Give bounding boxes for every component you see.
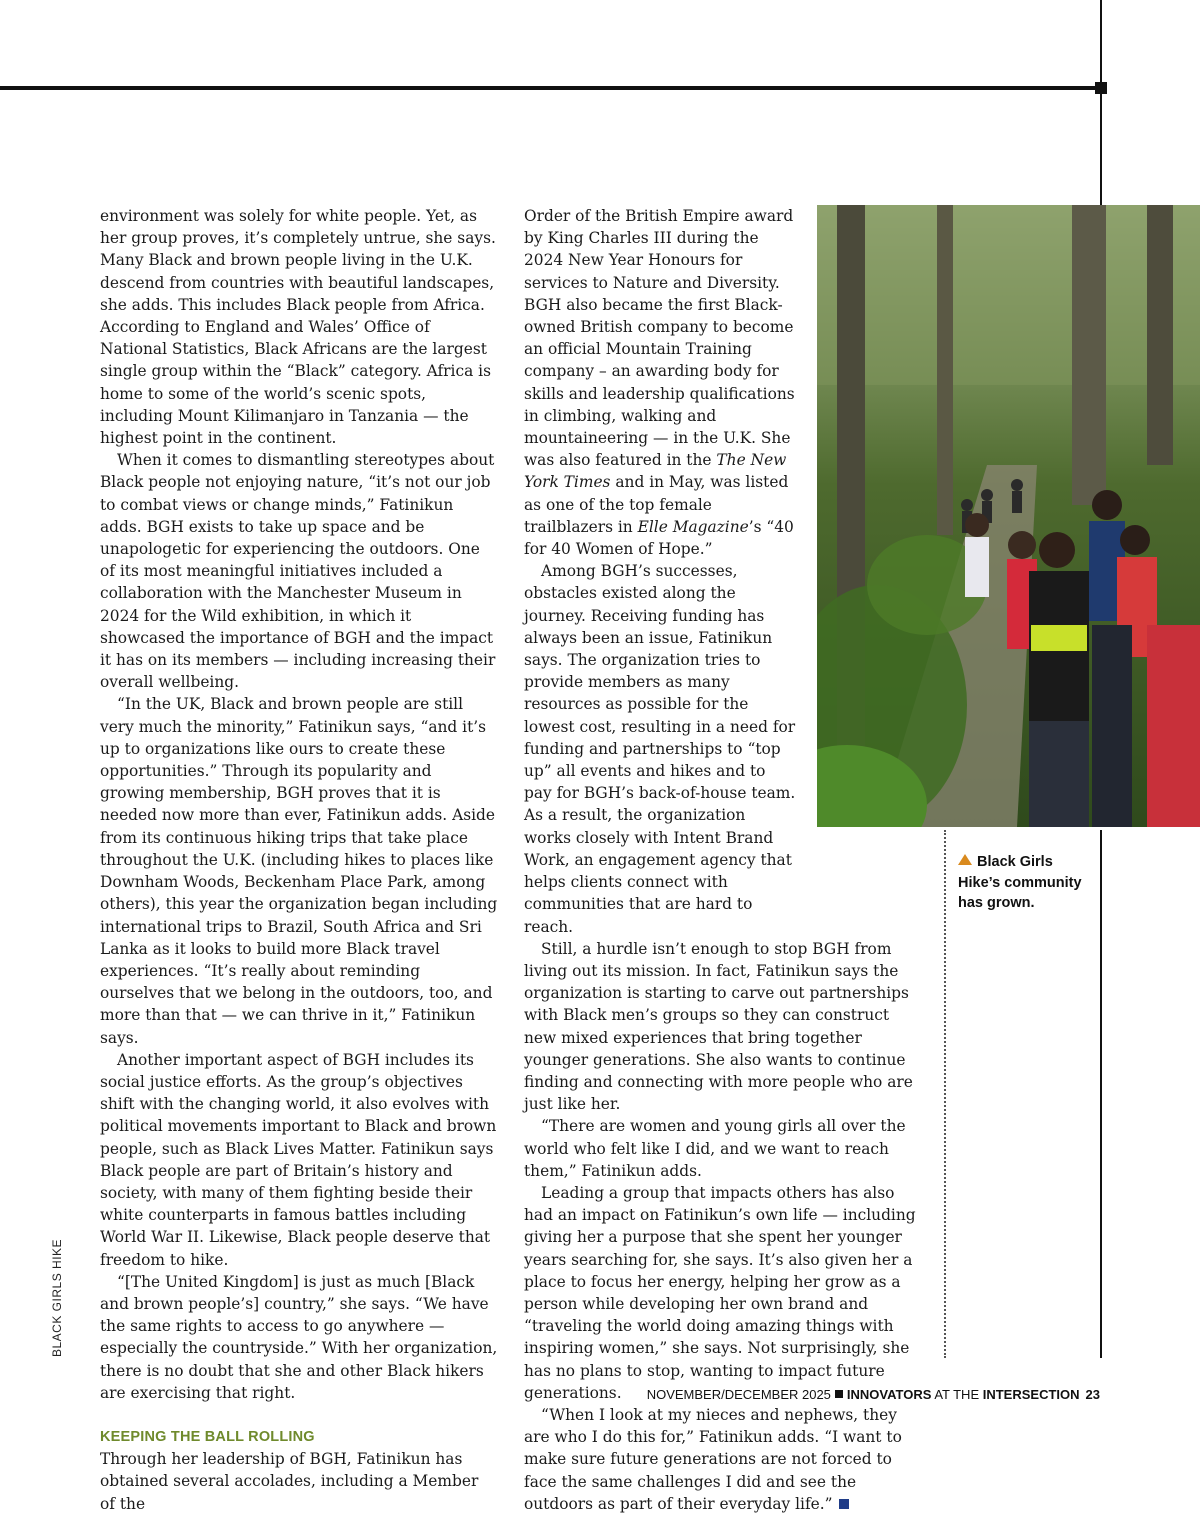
page-footer: [647, 1387, 1100, 1402]
publication-name-part: AT THE: [931, 1387, 983, 1402]
top-rule: [0, 86, 1100, 90]
section-side-label: BLACK GIRLS HIKE: [50, 1238, 64, 1357]
article-column-1: [100, 205, 498, 1515]
page-number: 23: [1085, 1387, 1100, 1402]
text-run: “When I look at my nieces and nephews, they are who I do this for,” Fatinikun adds. “I want to make sure future generations are not forced to face the same challenges I did and see the outdoors as part of their everyday life.”: [524, 1405, 902, 1513]
footer-separator-icon: [835, 1390, 843, 1398]
text-run: ’s “40 for 40 Women of Hope.”: [524, 517, 794, 559]
photo-caption: [958, 852, 1093, 914]
paragraph: Among BGH’s successes, obstacles existed along the journey. Receiving funding has always been an issue, Fatinikun says. The organization tries to provide members as many resources as possible for the lowest cost, resulting in a need for funding and partnerships to “top up” all events and hikes and to pay for BGH’s back-of-house team. As a result, the organization works closely with Intent Brand Work, an engagement agency that helps clients connect with communities that are hard to reach.: [524, 562, 796, 936]
right-vertical-rule: [1100, 0, 1102, 210]
paragraph: Another important aspect of BGH includes its social justice efforts. As the group’s objectives shift with the changing world, it also evolves with political movements important to Black and brown people, such as Black Lives Matter. Fatinikun says Black people are part of Britain’s history and society, with many of them fighting beside their white counterparts in famous battles including World War II. Likewise, Black people deserve that freedom to hike.: [100, 1050, 497, 1269]
paragraph: [524, 1404, 924, 1515]
end-of-article-mark: [839, 1499, 849, 1509]
right-vertical-rule-lower: [1100, 830, 1102, 1358]
publication-title: The New York Times: [524, 451, 787, 492]
section-subhead: KEEPING THE BALL ROLLING: [100, 1428, 315, 1445]
paragraph: “[The United Kingdom] is just as much [Black and brown people’s] country,” she says. “We have the same rights to access to go anywhere — especially the countryside.” With her organization, there is no doubt that she and other Black hikers are exercising that right.: [100, 1272, 498, 1402]
paragraph: Through her leadership of BGH, Fatinikun has obtained several accolades, including a Member of the: [100, 1450, 479, 1513]
paragraph: Leading a group that impacts others has also had an impact on Fatinikun’s own life — including giving her a purpose that she spent her younger years searching for, she says. It’s also given her a place to focus her energy, helping her grow as a person while developing her own brand and “traveling the world doing amazing things with inspiring women,” she says. Not surprisingly, she has no plans to stop, wanting to impact future generations.: [524, 1183, 916, 1402]
text-run: and in May, was listed as one of the top female trailblazers in: [524, 473, 789, 536]
caption-text: Black Girls Hike’s community has grown.: [958, 854, 1082, 911]
publication-name-part: INTERSECTION: [982, 1387, 1080, 1402]
paragraph: environment was solely for white people. Yet, as her group proves, it’s completely untrue, she says. Many Black and brown people living in the U.K. descend from countries with beautiful landscapes, she adds. This includes Black people from Africa. According to England and Wales’ Office of National Statistics, Black Africans are the largest single group within the “Black” category. Africa is home to some of the world’s scenic spots, including Mount Kilimanjaro in Tanzania — the highest point in the continent.: [100, 207, 496, 448]
group-hike-photo: [817, 205, 1200, 827]
group-hike-illustration: [817, 205, 1200, 827]
caption-triangle-icon: [958, 854, 972, 865]
paragraph: “In the UK, Black and brown people are still very much the minority,” Fatinikun says, “and it’s up to organizations like ours to create these opportunities.” Through its popularity and growing membership, BGH proves that it is needed now more than ever, Fatinikun adds. Aside from its continuous hiking trips that take place throughout the U.K. (including hikes to places like Downham Woods, Beckenham Place Park, among others), this year the organization began including international trips to Brazil, South Africa and Sri Lanka as it looks to build more Black travel experiences. “It’s really about reminding ourselves that we belong in the outdoors, too, and more than that — we can thrive in it,” Fatinikun says.: [100, 695, 498, 1047]
text-run: Order of the British Empire award by King Charles III during the 2024 New Year Honours for services to Nature and Diversity. BGH also became the first Black-owned British company to become an official Mountain Training company – an awarding body for skills and leadership qualifications in climbing, walking and mountaineering — in the U.K. She was also featured in the: [524, 207, 795, 470]
publication-name-part: INNOVATORS: [846, 1387, 932, 1402]
paragraph: “There are women and young girls all over the world who felt like I did, and we want to reach them,” Fatinikun adds.: [524, 1117, 906, 1180]
caption-divider: [944, 830, 946, 1358]
paragraph: [524, 205, 796, 560]
paragraph: When it comes to dismantling stereotypes about Black people not enjoying nature, “it’s not our job to combat views or change minds,” Fatinikun adds. BGH exists to take up space and be unapologetic for experiencing the outdoors. One of its most meaningful initiatives included a collaboration with the Manchester Museum in 2024 for the Wild exhibition, in which it showcased the importance of BGH and the impact it has on its members — including increasing their overall wellbeing.: [100, 451, 496, 692]
paragraph: Still, a hurdle isn’t enough to stop BGH from living out its mission. In fact, Fatinikun says the organization is starting to carve out partnerships with Black men’s groups so they can construct new mixed experiences that bring together younger generations. She also wants to continue finding and connecting with more people who are just like her.: [524, 939, 913, 1114]
issue-date: NOVEMBER/DECEMBER 2025: [646, 1387, 831, 1402]
publication-title: Elle Magazine: [637, 517, 749, 536]
